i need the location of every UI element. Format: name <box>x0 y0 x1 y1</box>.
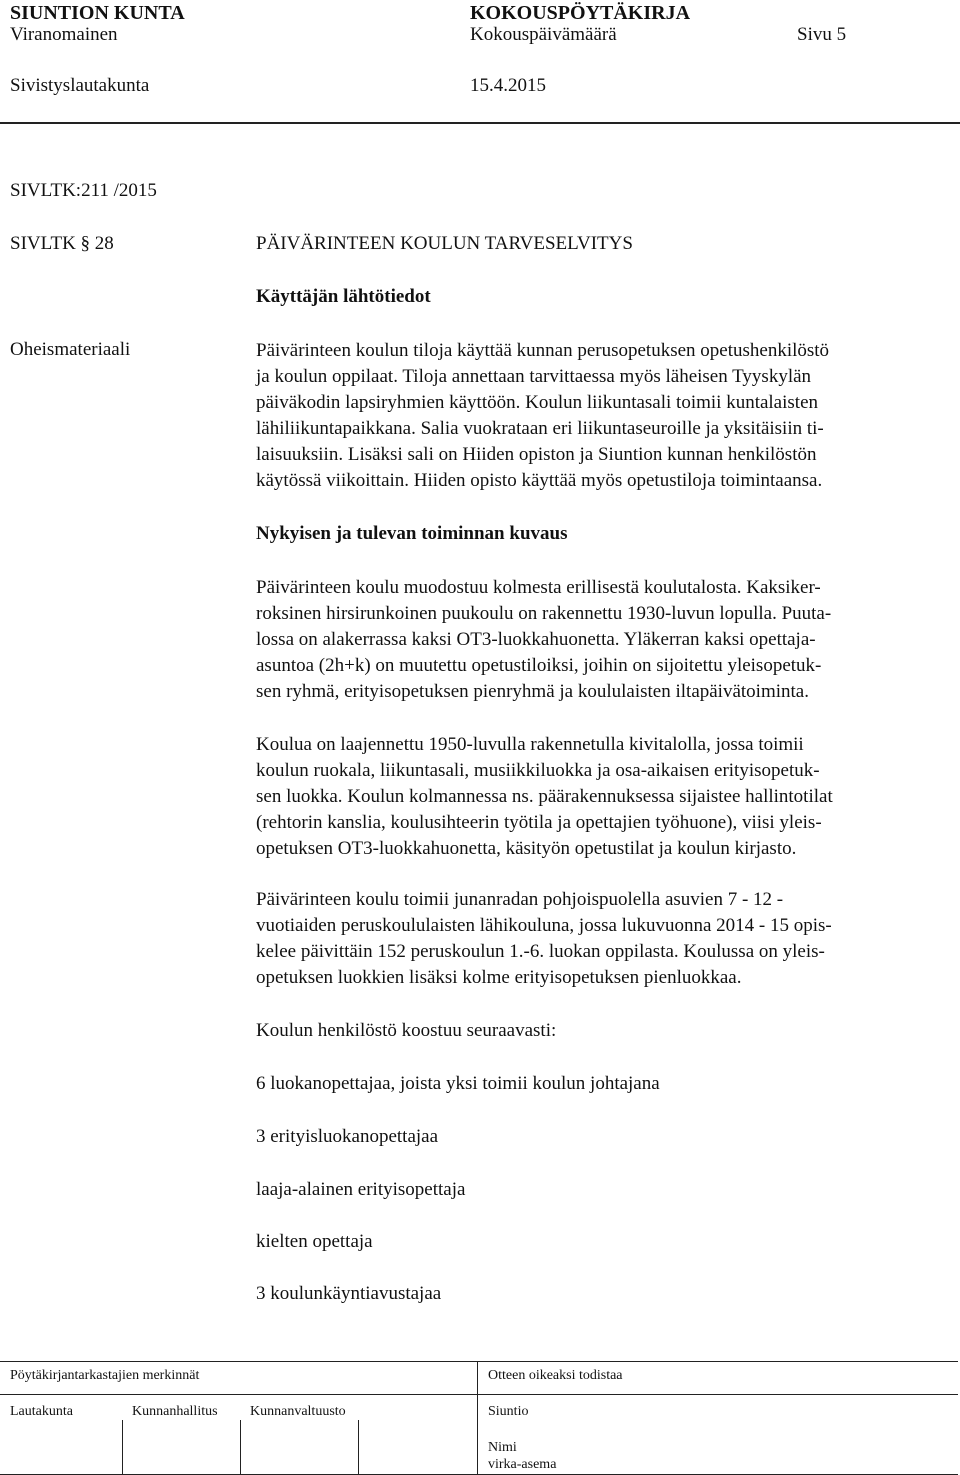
attachment-label: Oheismateriaali <box>10 339 131 360</box>
text-line: päiväkodin lapsiryhmien käyttöön. Koulun liikuntasali toimii kuntalaisten <box>256 392 819 413</box>
reviewers-label: Pöytäkirjantarkastajien merkinnät <box>10 1368 200 1383</box>
document-type: KOKOUSPÖYTÄKIRJA <box>470 2 691 24</box>
footer-col-divider <box>240 1420 241 1474</box>
date-label: Kokouspäivämäärä <box>470 24 617 45</box>
board-label: Lautakunta <box>10 1404 73 1419</box>
org-name: SIUNTION KUNTA <box>10 2 185 24</box>
name-label: Nimi <box>488 1440 517 1455</box>
section-heading: Nykyisen ja tulevan toiminnan kuvaus <box>256 523 568 544</box>
text-line: laisuuksiin. Lisäksi sali on Hiiden opiston ja Siuntion kunnan henkilöstön <box>256 444 817 465</box>
footer-col-divider <box>358 1420 359 1474</box>
authority-name: Sivistyslautakunta <box>10 75 150 96</box>
case-title: PÄIVÄRINTEEN KOULUN TARVESELVITYS <box>256 233 633 254</box>
text-line: Päivärinteen koulu toimii junanradan pohjoispuolella asuvien 7 - 12 - <box>256 889 784 910</box>
text-line: asuntoa (2h+k) on muutettu opetustiloiksi, joihin on sijoitettu yleisopetuk- <box>256 655 822 676</box>
staff-item: 6 luokanopettajaa, joista yksi toimii koulun johtajana <box>256 1073 660 1094</box>
staff-item: 3 koulunkäyntiavustajaa <box>256 1283 442 1304</box>
text-line: ja koulun oppilaat. Tiloja annettaan tarvittaessa myös läheisen Tyyskylän <box>256 366 812 387</box>
text-line: Päivärinteen koulu muodostuu kolmesta erillisestä koulutalosta. Kaksiker- <box>256 577 821 598</box>
text-line: koulun ruokala, liikuntasali, musiikkiluokka ja osa-aikaisen erityisopetuk- <box>256 760 820 781</box>
staff-item: 3 erityisluokanopettajaa <box>256 1126 439 1147</box>
text-line: opetuksen luokkien lisäksi kolme erityisopetuksen pienluokkaa. <box>256 967 742 988</box>
text-line: lossa on alakerrassa kaksi OT3-luokkahuonetta. Yläkerran kaksi opettaja- <box>256 629 816 650</box>
paragraph-school-info <box>256 887 946 991</box>
text-line: Päivärinteen koulun tiloja käyttää kunnan perusopetuksen opetushenkilöstö <box>256 340 830 361</box>
text-line: kelee päivittäin 152 peruskoulun 1.-6. luokan oppilasta. Koulussa on yleis- <box>256 941 825 962</box>
header-divider <box>0 122 960 124</box>
paragraph-extension <box>256 732 946 862</box>
staff-intro: Koulun henkilöstö koostuu seuraavasti: <box>256 1020 557 1041</box>
page-number: Sivu 5 <box>797 24 847 45</box>
paragraph-user-info <box>256 338 946 494</box>
staff-item: laaja-alainen erityisopettaja <box>256 1179 466 1200</box>
municipal-board-label: Kunnanhallitus <box>132 1404 218 1419</box>
position-label: virka-asema <box>488 1457 557 1472</box>
text-line: lähiliikuntapaikkana. Salia vuokrataan eri liikuntaseuroille ja yksitäisiin ti- <box>256 418 824 439</box>
text-line: vuotiaiden peruskoululaisten lähikouluna, jossa lukuvuonna 2014 - 15 opis- <box>256 915 832 936</box>
text-line: sen ryhmä, erityisopetuksen pienryhmä ja koululaisten iltapäivätoiminta. <box>256 681 809 702</box>
footer-box <box>0 1361 958 1475</box>
text-line: sen luokka. Koulun kolmannessa ns. päärakennuksessa sijaistee hallintotilat <box>256 786 833 807</box>
paragraph-buildings <box>256 575 946 705</box>
footer-center-divider <box>477 1362 478 1474</box>
text-line: Koulua on laajennettu 1950-luvulla rakennetulla kivitalolla, jossa toimii <box>256 734 804 755</box>
footer-col-divider <box>122 1420 123 1474</box>
text-line: käytössä viikoittain. Hiiden opisto käyttää myös opetustiloja toimintaansa. <box>256 470 823 491</box>
text-line: opetuksen OT3-luokkahuonetta, käsityön opetustilat ja koulun kirjasto. <box>256 838 797 859</box>
council-label: Kunnanvaltuusto <box>250 1404 346 1419</box>
authority-label: Viranomainen <box>10 24 118 45</box>
text-line: roksinen hirsirunkoinen puukoulu on rakennettu 1930-luvun lopulla. Puuta- <box>256 603 832 624</box>
case-label: SIVLTK § 28 <box>10 233 114 254</box>
staff-item: kielten opettaja <box>256 1231 373 1252</box>
text-line: (rehtorin kanslia, koulusihteerin työtila ja opettajien työhuone), viisi yleis- <box>256 812 822 833</box>
reference-number: SIVLTK:211 /2015 <box>10 180 157 201</box>
place-label: Siuntio <box>488 1404 529 1419</box>
section-heading: Käyttäjän lähtötiedot <box>256 286 431 307</box>
meeting-date: 15.4.2015 <box>470 75 546 96</box>
footer-divider <box>0 1394 958 1395</box>
certified-label: Otteen oikeaksi todistaa <box>488 1368 623 1383</box>
